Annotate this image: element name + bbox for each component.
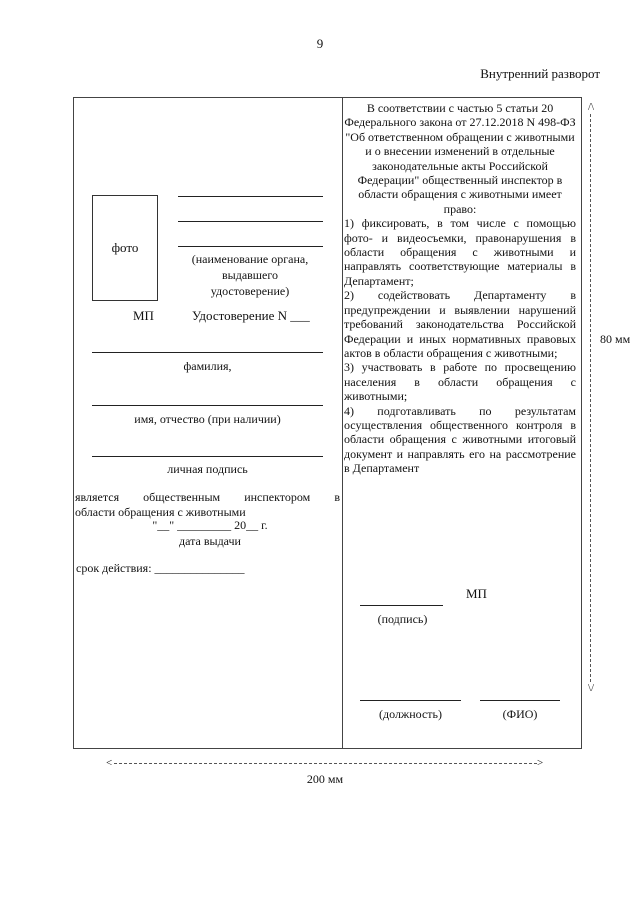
official-signature-line xyxy=(360,605,443,606)
issuer-caption: (наименование органа, выдавшего удостоверение) xyxy=(191,252,309,298)
fio-label: (ФИО) xyxy=(502,707,538,721)
issue-date-label: дата выдачи xyxy=(179,534,241,548)
issuer-line-3 xyxy=(178,246,323,247)
issuer-line-1 xyxy=(178,196,323,197)
stamp-label-right: МП xyxy=(466,586,487,601)
stamp-label-left: МП xyxy=(133,308,154,323)
name-line xyxy=(92,405,323,406)
page-number: 9 xyxy=(316,36,324,51)
right-item-4: 4) подготавливать по результатам осуществления общественного контроля в области обращения с животными итоговый документ и направлять его на рассмотрение в Департамент xyxy=(344,403,576,476)
photo-label: фото xyxy=(111,240,139,255)
certificate-number: Удостоверение N ___ xyxy=(192,308,310,323)
surname-line xyxy=(92,352,323,353)
right-item-2: 2) содействовать Департаменту в предупреждении и выявлении нарушений требований законодательства Российской Федерации и иных нормативных правовых актов в области обращения с животными; xyxy=(344,288,576,360)
height-label: 80 мм xyxy=(600,332,631,346)
height-arrow-up-icon: /\ xyxy=(587,101,595,113)
issuer-line-2 xyxy=(178,221,323,222)
surname-label: фамилия, xyxy=(183,359,232,373)
width-label: 200 мм xyxy=(306,772,344,786)
official-signature-label: (подпись) xyxy=(377,612,428,626)
position-line xyxy=(360,700,461,701)
width-arrow-right-icon: > xyxy=(537,757,544,769)
photo-box xyxy=(92,195,158,301)
status-line-2: области обращения с животными xyxy=(75,504,246,519)
signature-line xyxy=(92,456,323,457)
right-item-3: 3) участвовать в работе по просвещению населения в области обращения с животными; xyxy=(344,360,576,404)
height-arrow-down-icon: \/ xyxy=(587,682,595,694)
right-item-1: 1) фиксировать, в том числе с помощью фото- и видеосъемки, правонарушения в области обращения с животными и направлять соответствующие материалы в Департамент; xyxy=(344,216,576,288)
card-fold-divider xyxy=(342,97,343,749)
width-arrow-left-icon: < xyxy=(106,757,113,769)
name-label: имя, отчество (при наличии) xyxy=(134,412,281,426)
width-dimension-line xyxy=(114,763,537,764)
status-line-1: является общественным инспектором в xyxy=(75,490,340,504)
rights-intro: В соответствии с частью 5 статьи 20 Федерального закона от 27.12.2018 N 498-ФЗ "Об ответственном обращении с животными и о внесении изменений в отдельные законодательные акты Российской Федерации" общественный инспектор в области обращения с животными имеет право: xyxy=(344,101,576,216)
validity-label: срок действия: _______________ xyxy=(76,561,245,575)
personal-signature-label: личная подпись xyxy=(167,462,248,476)
fio-line xyxy=(480,700,560,701)
position-label: (должность) xyxy=(379,707,442,721)
status-text xyxy=(75,490,340,519)
header-caption: Внутренний разворот xyxy=(480,66,600,81)
height-dimension-line xyxy=(590,114,591,682)
issue-date-line: "__" _________ 20__ г. xyxy=(152,518,268,532)
rights-text xyxy=(344,101,576,476)
